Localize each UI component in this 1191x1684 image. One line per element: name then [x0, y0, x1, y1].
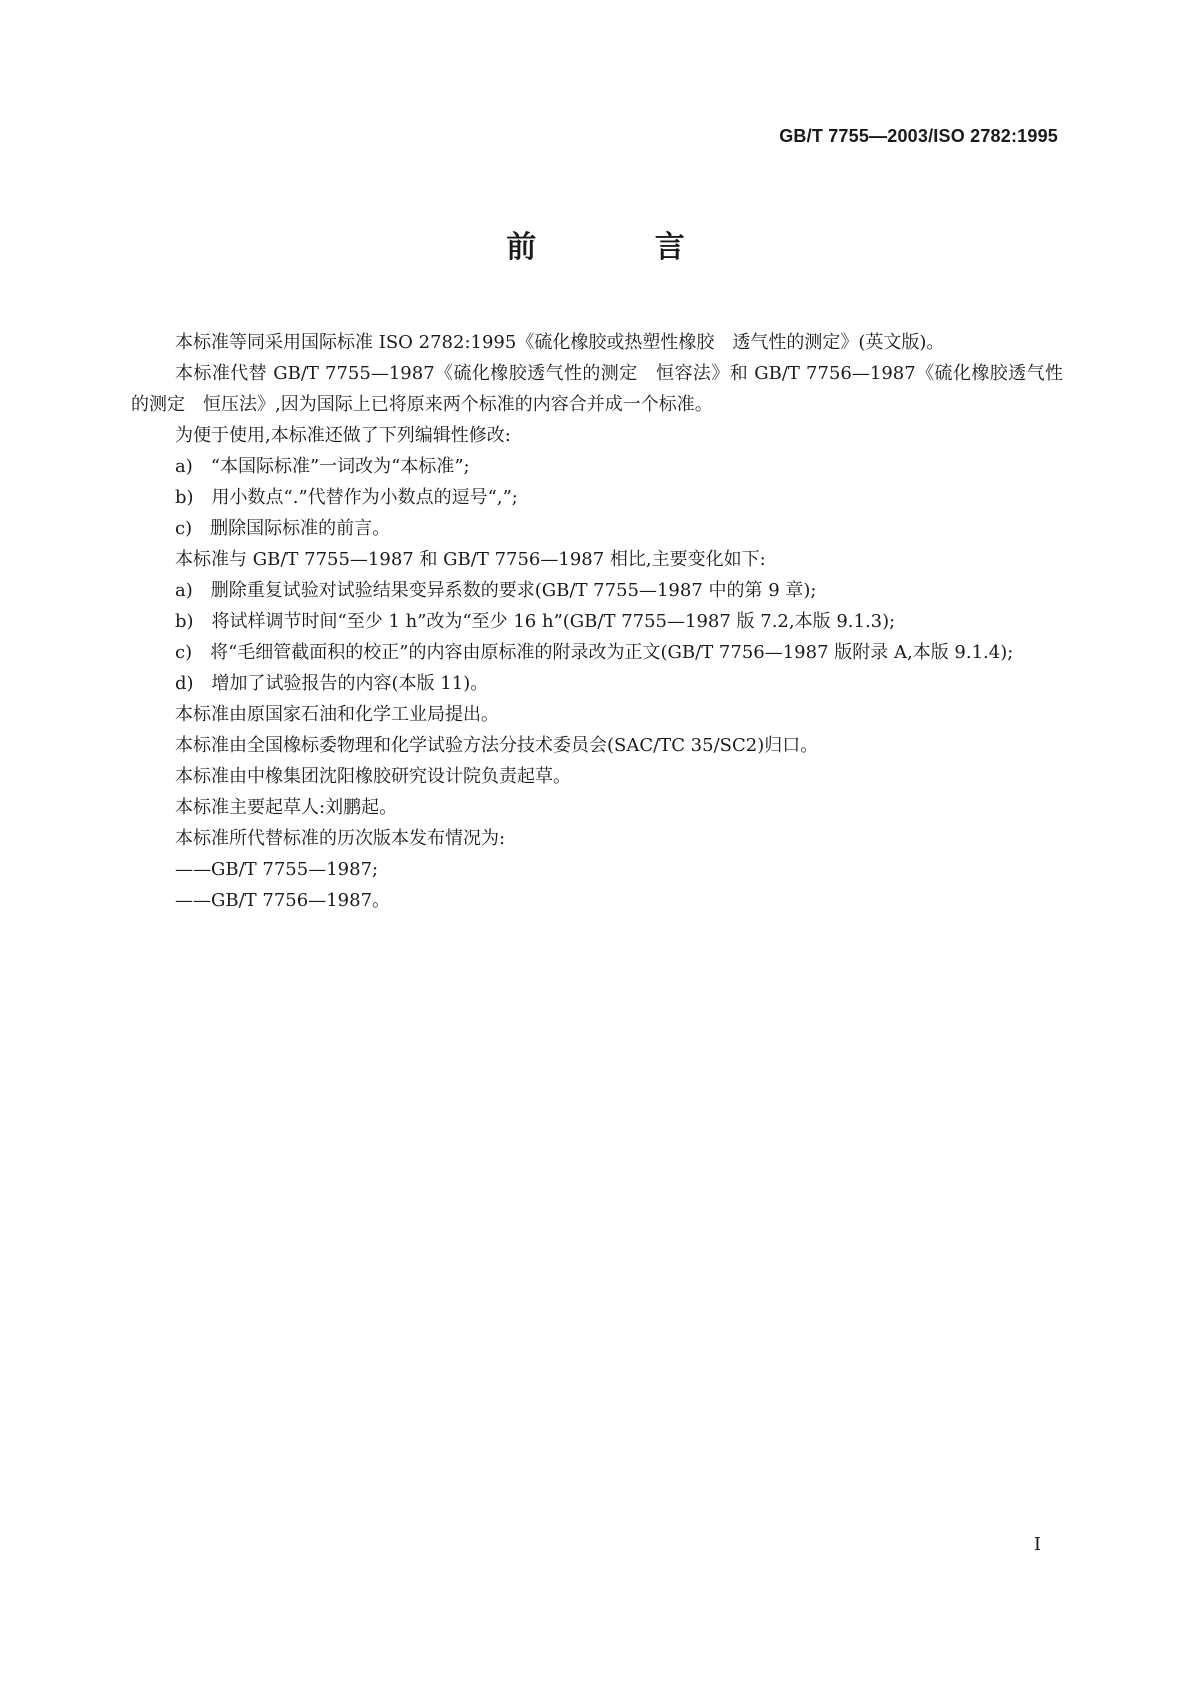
list-item: a) 删除重复试验对试验结果变异系数的要求(GB/T 7755—1987 中的第 9 章); [175, 580, 817, 601]
page-number: I [1033, 1534, 1041, 1555]
paragraph-drafter: 本标准主要起草人:刘鹏起。 [175, 797, 398, 818]
paragraph-committee: 本标准由全国橡标委物理和化学试验方法分技术委员会(SAC/TC 35/SC2)归口。 [175, 735, 819, 756]
list-item: a) “本国际标准”一词改为“本标准”; [175, 456, 470, 477]
list-item: b) 将试样调节时间“至少 1 h”改为“至少 16 h”(GB/T 7755—1987 版 7.2,本版 9.1.3); [175, 611, 896, 632]
page-title: 前 言 [506, 230, 739, 265]
foreword-body [131, 327, 1063, 916]
paragraph-changes-intro: 本标准与 GB/T 7755—1987 和 GB/T 7756—1987 相比,主要变化如下: [175, 549, 766, 570]
list-item: ——GB/T 7756—1987。 [175, 890, 391, 911]
list-item: c) 将“毛细管截面积的校正”的内容由原标准的附录改为正文(GB/T 7756—1987 版附录 A,本版 9.1.4); [175, 642, 1014, 663]
paragraph-history-intro: 本标准所代替标准的历次版本发布情况为: [175, 828, 506, 849]
paragraph-adoption: 本标准等同采用国际标准 ISO 2782:1995《硫化橡胶或热塑性橡胶 透气性的测定》(英文版)。 [175, 332, 945, 353]
standard-number: GB/T 7755—2003/ISO 2782:1995 [779, 126, 1058, 146]
paragraph-editorial-intro: 为便于使用,本标准还做了下列编辑性修改: [175, 425, 511, 446]
list-item: ——GB/T 7755—1987; [175, 859, 379, 880]
paragraph-replaces: 本标准代替 GB/T 7755—1987《硫化橡胶透气性的测定 恒容法》和 GB/T 7756—1987《硫化橡胶透气性的测定 恒压法》,因为国际上已将原来两个标准的内容合并成一个标准。 [131, 363, 1063, 415]
paragraph-proposer: 本标准由原国家石油和化学工业局提出。 [175, 704, 499, 725]
list-item: d) 增加了试验报告的内容(本版 11)。 [175, 673, 489, 694]
list-item: b) 用小数点“.”代替作为小数点的逗号“,”; [175, 487, 518, 508]
paragraph-drafter-org: 本标准由中橡集团沈阳橡胶研究设计院负责起草。 [175, 766, 571, 787]
list-item: c) 删除国际标准的前言。 [175, 518, 391, 539]
